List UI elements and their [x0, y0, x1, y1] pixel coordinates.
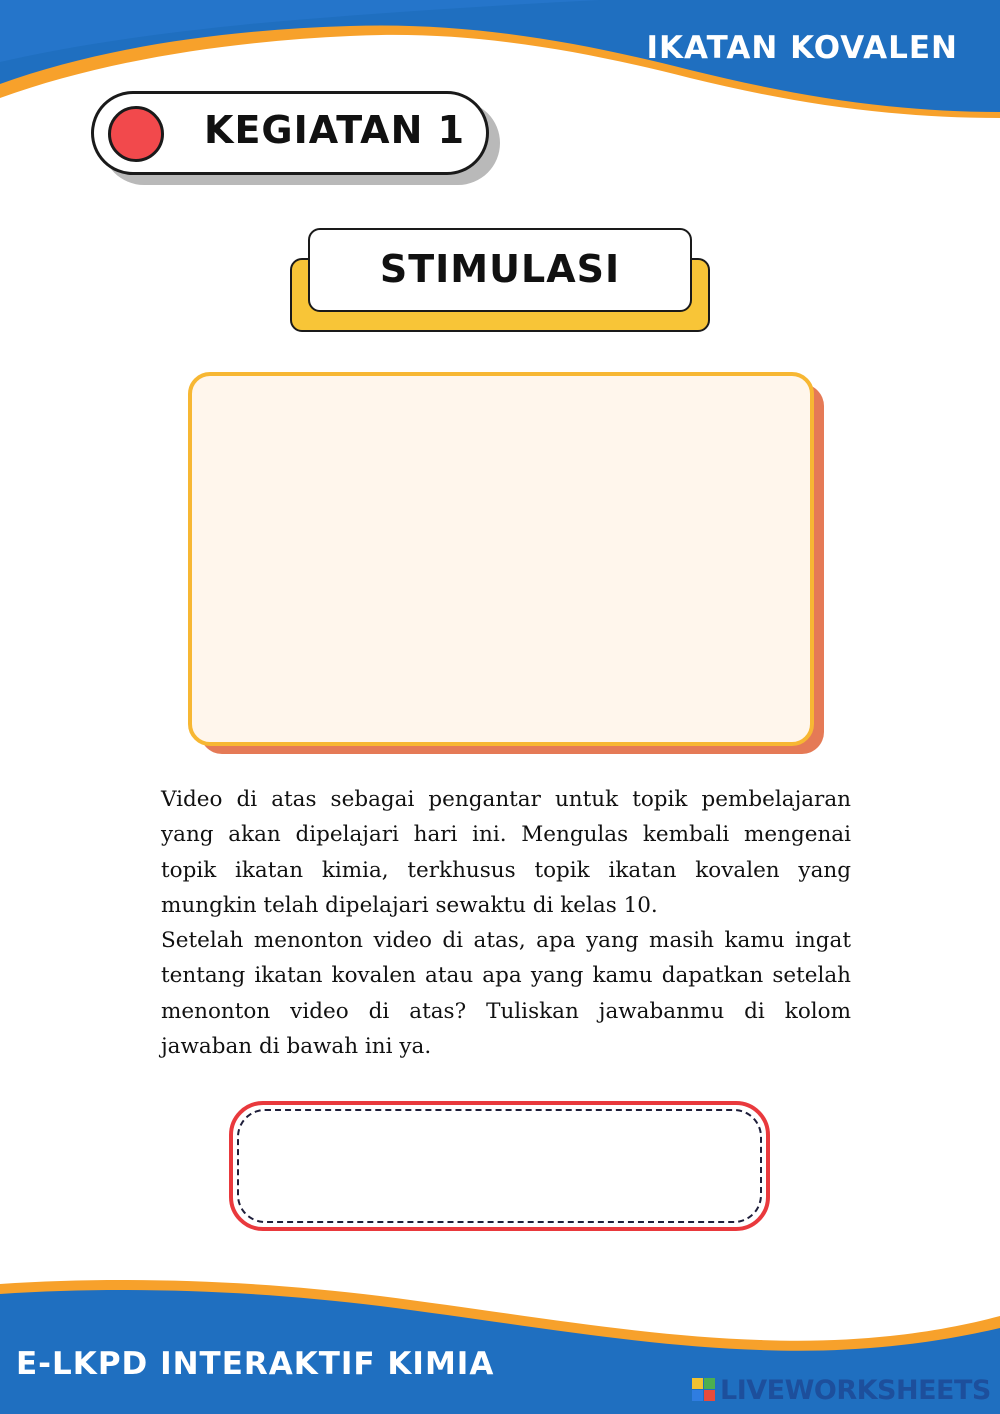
- answer-input[interactable]: [237, 1109, 762, 1223]
- answer-box: [229, 1101, 770, 1231]
- footer-title: E-LKPD INTERAKTIF KIMIA: [16, 1346, 495, 1382]
- section-badge: [308, 228, 692, 312]
- record-dot-icon: [108, 106, 164, 162]
- header-title: IKATAN KOVALEN: [646, 30, 958, 66]
- section-title: STIMULASI: [379, 247, 621, 291]
- activity-pill: [91, 91, 489, 175]
- liveworksheets-logo-icon: [692, 1378, 716, 1402]
- video-player[interactable]: [188, 372, 814, 746]
- activity-label: KEGIATAN 1: [204, 108, 466, 152]
- instruction-paragraph-2: Setelah menonton video di atas, apa yang masih kamu ingat tentang ikatan kovalen atau apa yang kamu dapatkan setelah menonton video di atas? Tuliskan jawabanmu di kolom jawaban di bawah ini ya.: [161, 928, 851, 1060]
- watermark-text: LIVEWORKSHEETS: [720, 1374, 991, 1406]
- instruction-paragraph-1: Video di atas sebagai pengantar untuk topik pembelajaran yang akan dipelajari hari ini. Mengulas kembali mengenai topik ikatan kimia, terkhusus topik ikatan kovalen yang mungkin telah dipelajari sewaktu di kelas 10.: [161, 787, 851, 918]
- instruction-text: [161, 782, 851, 1064]
- watermark: [692, 1374, 991, 1406]
